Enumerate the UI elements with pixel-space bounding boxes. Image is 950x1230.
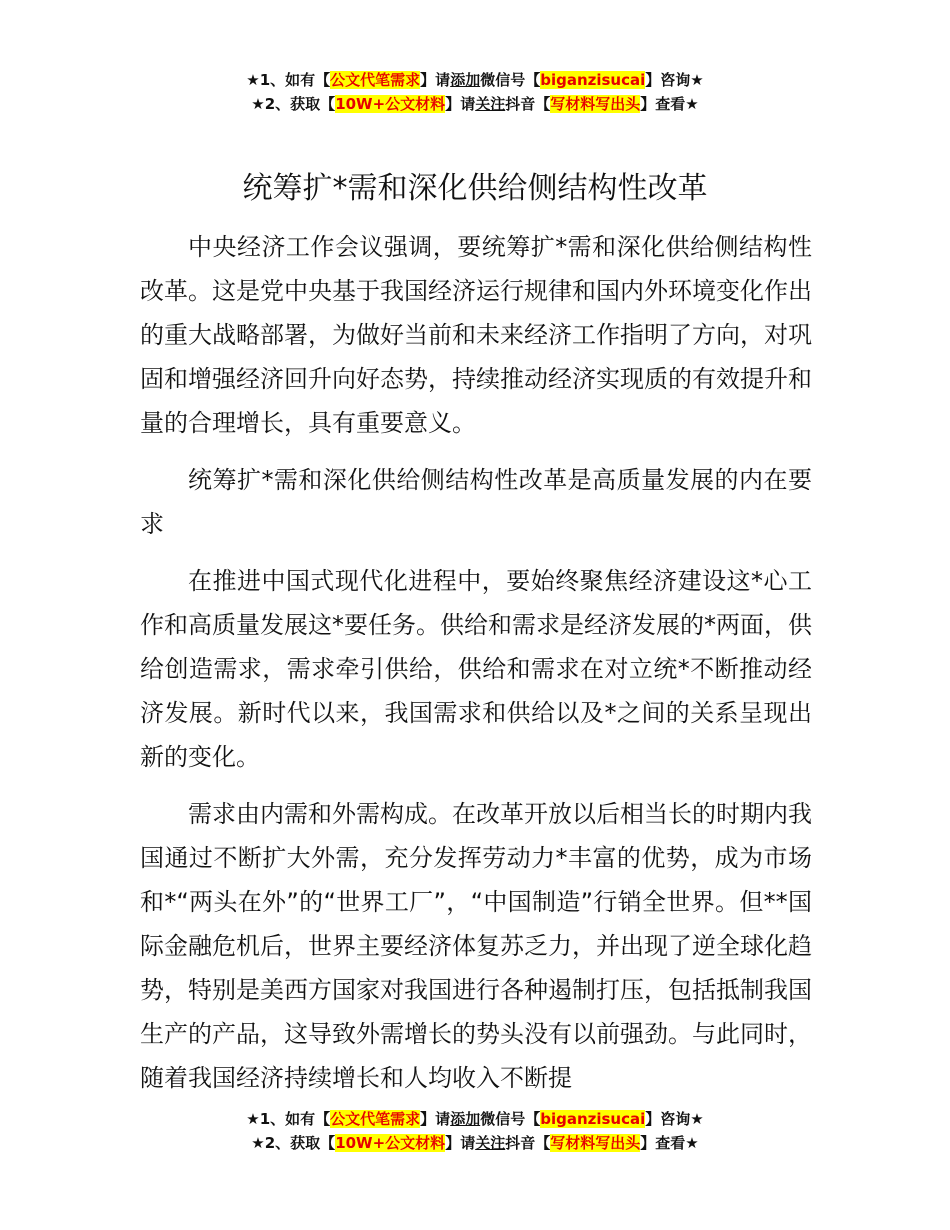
ad-text: 抖音【 [505, 1134, 551, 1152]
ad-text: 】查看★ [640, 95, 699, 113]
ad-highlight-wechat-id: biganzisucai [540, 1110, 646, 1128]
ad-highlight-douyin-id: 写材料写出头 [550, 95, 641, 113]
ad-text: ★1、如有【 [246, 1110, 331, 1128]
ad-text: 】请 [445, 95, 476, 113]
header-ad-banner [0, 68, 950, 116]
document-title: 统筹扩*需和深化供给侧结构性改革 [242, 171, 708, 206]
ad-text: 】咨询★ [645, 1110, 704, 1128]
paragraph-1: 中央经济工作会议强调，要统筹扩*需和深化供给侧结构性改革。这是党中央基于我国经济运行规律和国内外环境变化作出的重大战略部署，为做好当前和未来经济工作指明了方向，对巩固和增强经济回升向好态势，持续推动经济实现质的有效提升和量的合理增长，具有重要意义。 [140, 233, 812, 437]
paragraph-3: 在推进中国式现代化进程中，要始终聚焦经济建设这*心工作和高质量发展这*要任务。供给和需求是经济发展的*两面，供给创造需求，需求牵引供给，供给和需求在对立统*不断推动经济发展。新时代以来，我国需求和供给以及*之间的关系呈现出新的变化。 [140, 567, 812, 771]
ad-line-2 [0, 1131, 950, 1155]
ad-highlight-douyin-id: 写材料写出头 [550, 1134, 641, 1152]
ad-text: 】查看★ [640, 1134, 699, 1152]
ad-underline: 关注 [475, 95, 506, 113]
ad-text: 微信号【 [480, 1110, 541, 1128]
ad-highlight-wechat-id: biganzisucai [540, 71, 646, 89]
footer-ad-banner [0, 1107, 950, 1155]
paragraph-2-heading: 统筹扩*需和深化供给侧结构性改革是高质量发展的内在要求 [140, 466, 812, 538]
document-body [140, 225, 812, 1113]
ad-highlight: 公文代笔需求 [330, 71, 421, 89]
ad-text: ★2、获取【 [251, 95, 336, 113]
ad-text: 抖音【 [505, 95, 551, 113]
ad-text: ★2、获取【 [251, 1134, 336, 1152]
ad-text: 微信号【 [480, 71, 541, 89]
ad-line-1 [0, 68, 950, 92]
ad-line-1 [0, 1107, 950, 1131]
ad-text: 】咨询★ [645, 71, 704, 89]
ad-highlight: 10W+公文材料 [335, 95, 446, 113]
ad-underline: 添加 [450, 1110, 481, 1128]
ad-text: 】请 [420, 1110, 451, 1128]
ad-line-2 [0, 92, 950, 116]
paragraph-4: 需求由内需和外需构成。在改革开放以后相当长的时期内我国通过不断扩大外需，充分发挥劳动力*丰富的优势，成为市场和*“两头在外”的“世界工厂”，“中国制造”行销全世界。但**国际金融危机后，世界主要经济体复苏乏力，并出现了逆全球化趋势，特别是美西方国家对我国进行各种遏制打压，包括抵制我国生产的产品，这导致外需增长的势头没有以前强劲。与此同时，随着我国经济持续增长和人均收入不断提 [140, 800, 812, 1092]
ad-underline: 关注 [475, 1134, 506, 1152]
ad-highlight: 公文代笔需求 [330, 1110, 421, 1128]
ad-highlight: 10W+公文材料 [335, 1134, 446, 1152]
ad-underline: 添加 [450, 71, 481, 89]
ad-text: 】请 [445, 1134, 476, 1152]
ad-text: 】请 [420, 71, 451, 89]
ad-text: ★1、如有【 [246, 71, 331, 89]
